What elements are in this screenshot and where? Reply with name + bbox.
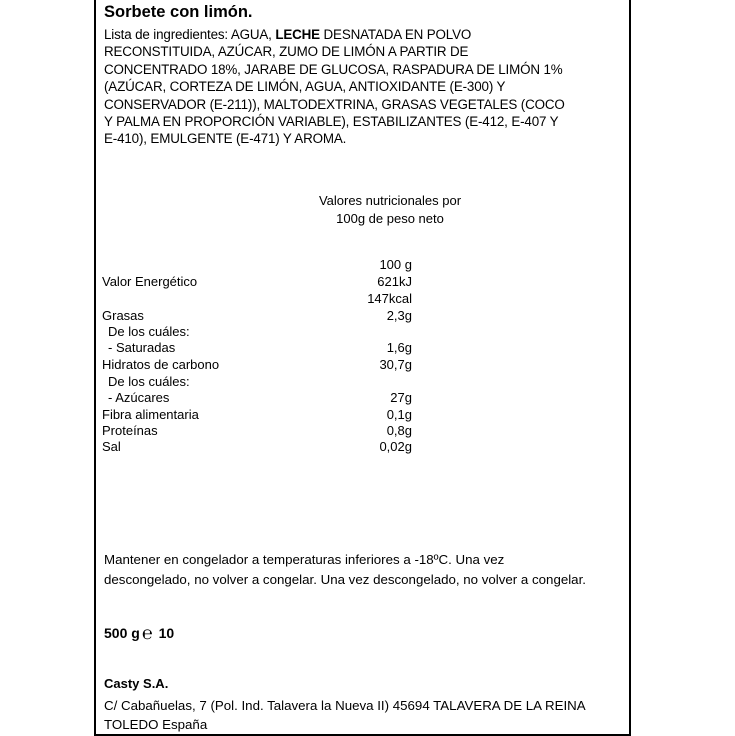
nutrition-value: 147kcal [367, 291, 412, 306]
nutrition-label: Proteínas [102, 423, 158, 438]
ingredients-line [104, 26, 629, 43]
company-address [104, 696, 586, 734]
nutrition-value: 30,7g [379, 357, 412, 372]
nutrition-value: 1,6g [386, 340, 412, 355]
unit-count: 10 [158, 625, 175, 641]
nutrition-header-line: Valores nutricionales por [318, 193, 462, 208]
nutrition-value: 0,1g [386, 407, 412, 422]
nutrition-label: De los cuáles: [108, 324, 190, 339]
nutrition-value: 0,8g [386, 423, 412, 438]
ingredients-line: (AZÚCAR, CORTEZA DE LIMÓN, AGUA, ANTIOXIDANTE (E-300) Y [104, 79, 506, 95]
nutrition-column-header: 100 g [379, 257, 412, 272]
nutrition-value: 621kJ [377, 274, 412, 289]
storage-instructions [104, 550, 629, 590]
product-title: Sorbete con limón. [104, 3, 253, 21]
allergen-highlight: LECHE [275, 27, 320, 42]
company-name: Casty S.A. [104, 676, 169, 691]
estimated-sign-icon: ℮ [141, 623, 153, 643]
address-line: C/ Cabañuelas, 7 (Pol. Ind. Talavera la Nueva II) 45694 TALAVERA DE LA REINA [104, 698, 586, 713]
nutrition-label: - Azúcares [108, 390, 170, 405]
ingredients-text: DESNATADA EN POLVO [319, 27, 472, 42]
nutrition-label: Valor Energético [102, 274, 198, 289]
ingredients-line: E-410), EMULGENTE (E-471) Y AROMA. [104, 131, 347, 147]
ingredients-line: Y PALMA EN PROPORCIÓN VARIABLE), ESTABILIZANTES (E-412, E-407 Y [104, 114, 559, 130]
storage-line: Mantener en congelador a temperaturas inferiores a -18ºC. Una vez [104, 552, 505, 567]
nutrition-label: De los cuáles: [108, 374, 190, 389]
ingredients-list [104, 26, 629, 148]
nutrition-value: 0,02g [379, 439, 412, 454]
nutrition-header-line: 100g de peso neto [336, 210, 444, 226]
storage-line: descongelado, no volver a congelar. Una vez descongelado, no volver a congelar. [104, 572, 586, 587]
net-weight: 500 g [104, 625, 140, 641]
nutrition-label: Fibra alimentaria [102, 407, 199, 422]
nutrition-value: 27g [390, 390, 412, 405]
nutrition-header [300, 192, 480, 227]
ingredients-line: CONCENTRADO 18%, JARABE DE GLUCOSA, RASPADURA DE LIMÓN 1% [104, 61, 563, 77]
nutrition-label: - Saturadas [108, 340, 176, 355]
address-line: TOLEDO España [104, 717, 208, 732]
nutrition-value: 2,3g [386, 308, 412, 323]
net-content [104, 623, 174, 644]
ingredients-line: RECONSTITUIDA, AZÚCAR, ZUMO DE LIMÓN A PARTIR DE [104, 44, 469, 60]
nutrition-label: Grasas [102, 308, 144, 323]
nutrition-label: Sal [102, 439, 121, 454]
nutrition-label: Hidratos de carbono [102, 357, 220, 372]
ingredients-text: Lista de ingredientes: AGUA, [104, 27, 276, 42]
ingredients-line: CONSERVADOR (E-211)), MALTODEXTRINA, GRASAS VEGETALES (COCO [104, 96, 565, 112]
